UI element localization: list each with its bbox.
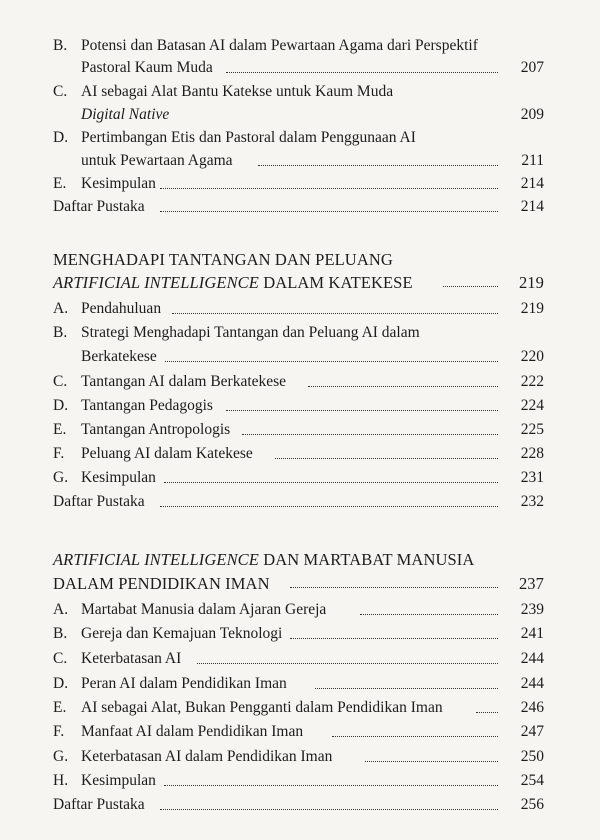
entry-title: Potensi dan Batasan AI dalam Pewartaan Agama dari Perspektif: [81, 37, 478, 54]
toc-entry-1b-cont[interactable]: [0, 57, 600, 83]
entry-title: Tantangan Antropologis: [81, 421, 231, 438]
chapter-title: MENGHADAPI TANTANGAN DAN PELUANG: [53, 250, 393, 269]
entry-letter: H.: [53, 772, 69, 789]
chapter-page: 237: [518, 574, 544, 593]
entry-title: Peluang AI dalam Katekese: [81, 445, 253, 462]
entry-letter: B.: [53, 37, 68, 54]
entry-title-cont: Pastoral Kaum Muda: [81, 59, 213, 76]
chapter-page: 219: [518, 273, 544, 292]
toc-entry-3b[interactable]: [0, 623, 600, 649]
toc-entry-3g[interactable]: [0, 746, 600, 772]
entry-title: Daftar Pustaka: [53, 198, 145, 215]
entry-title: Daftar Pustaka: [53, 493, 145, 510]
entry-page: 214: [520, 198, 544, 215]
entry-title: Strategi Menghadapi Tantangan dan Peluang AI dalam: [81, 324, 420, 341]
entry-title: Kesimpulan: [81, 175, 156, 192]
entry-page: 254: [520, 772, 544, 789]
chapter-title-cont: [53, 273, 413, 293]
chapter-title-italic: ARTIFICIAL INTELLIGENCE: [53, 550, 259, 569]
leader-dots: [275, 458, 498, 459]
entry-page: 207: [520, 59, 544, 76]
leader-dots: [308, 386, 498, 387]
leader-dots: [160, 809, 498, 810]
entry-title: AI sebagai Alat, Bukan Pengganti dalam Pendidikan Iman: [81, 699, 443, 716]
entry-page: 247: [520, 723, 544, 740]
entry-letter: D.: [53, 129, 69, 146]
entry-letter: D.: [53, 675, 69, 692]
entry-title-cont: Digital Native: [81, 106, 170, 123]
leader-dots: [172, 313, 498, 314]
chapter-title: [53, 550, 474, 570]
entry-title: Pertimbangan Etis dan Pastoral dalam Penggunaan AI: [81, 129, 416, 146]
entry-letter: A.: [53, 300, 69, 317]
leader-dots: [242, 434, 498, 435]
entry-letter: B.: [53, 324, 68, 341]
toc-entry-3a[interactable]: [0, 599, 600, 625]
leader-dots: [164, 482, 498, 483]
entry-letter: C.: [53, 650, 68, 667]
toc-entry-2b[interactable]: [0, 322, 600, 348]
toc-daftar-pustaka-2[interactable]: [0, 491, 600, 517]
leader-dots: [197, 663, 498, 664]
chapter-title-rest: DALAM KATEKESE: [258, 273, 413, 292]
toc-entry-3h[interactable]: [0, 770, 600, 796]
entry-letter: E.: [53, 699, 67, 716]
entry-letter: F.: [53, 445, 65, 462]
toc-entry-2c[interactable]: [0, 371, 600, 397]
entry-title-cont: untuk Pewartaan Agama: [81, 152, 233, 169]
toc-entry-3c[interactable]: [0, 648, 600, 674]
entry-page: 211: [521, 152, 544, 169]
leader-dots: [258, 165, 498, 166]
leader-dots: [476, 712, 498, 713]
leader-dots: [226, 72, 498, 73]
entry-letter: A.: [53, 601, 69, 618]
leader-dots: [365, 761, 498, 762]
entry-page: 250: [520, 748, 544, 765]
toc-daftar-pustaka-1[interactable]: [0, 196, 600, 222]
entry-page: 219: [520, 300, 544, 317]
entry-title-cont: Berkatekese: [81, 348, 157, 365]
entry-title: Peran AI dalam Pendidikan Iman: [81, 675, 287, 692]
leader-dots: [165, 361, 498, 362]
entry-page: 232: [520, 493, 544, 510]
chapter-heading-line1: [0, 548, 600, 574]
entry-page: 209: [520, 106, 544, 123]
entry-page: 225: [520, 421, 544, 438]
entry-page: 241: [520, 625, 544, 642]
entry-letter: F.: [53, 723, 65, 740]
toc-entry-2g[interactable]: [0, 467, 600, 493]
leader-dots: [290, 638, 498, 639]
entry-title: Kesimpulan: [81, 772, 156, 789]
entry-title: Tantangan AI dalam Berkatekese: [81, 373, 287, 390]
leader-dots: [315, 688, 498, 689]
entry-page: 244: [520, 650, 544, 667]
entry-title: AI sebagai Alat Bantu Katekse untuk Kaum Muda: [81, 83, 394, 100]
toc-entry-2d[interactable]: [0, 395, 600, 421]
chapter-heading-line2[interactable]: [0, 572, 600, 598]
entry-title: Martabat Manusia dalam Ajaran Gereja: [81, 601, 327, 618]
entry-page: 256: [520, 796, 544, 813]
entry-title: Tantangan Pedagogis: [81, 397, 213, 414]
entry-title: Kesimpulan: [81, 469, 156, 486]
entry-title: Pendahuluan: [81, 300, 162, 317]
entry-title: Keterbatasan AI: [81, 650, 182, 667]
toc-entry-2f[interactable]: [0, 443, 600, 469]
leader-dots: [290, 587, 498, 588]
leader-dots: [226, 410, 498, 411]
entry-page: 228: [520, 445, 544, 462]
entry-page: 222: [520, 373, 544, 390]
entry-title: Daftar Pustaka: [53, 796, 145, 813]
entry-letter: B.: [53, 625, 68, 642]
toc-entry-3d[interactable]: [0, 673, 600, 699]
leader-dots: [160, 211, 498, 212]
entry-title: Manfaat AI dalam Pendidikan Iman: [81, 723, 304, 740]
entry-letter: E.: [53, 175, 67, 192]
entry-page: 220: [520, 348, 544, 365]
entry-letter: G.: [53, 469, 69, 486]
entry-letter: C.: [53, 83, 68, 100]
toc-entry-3e[interactable]: [0, 697, 600, 723]
toc-entry-2b-cont[interactable]: [0, 346, 600, 372]
entry-title: Gereja dan Kemajuan Teknologi: [81, 625, 283, 642]
leader-dots: [160, 506, 498, 507]
chapter-title-cont: DALAM PENDIDIKAN IMAN: [53, 574, 270, 593]
leader-dots: [164, 785, 498, 786]
entry-letter: E.: [53, 421, 67, 438]
toc-entry-2e[interactable]: [0, 419, 600, 445]
toc-entry-2a[interactable]: [0, 298, 600, 324]
entry-page: 244: [520, 675, 544, 692]
entry-page: 224: [520, 397, 544, 414]
entry-page: 231: [520, 469, 544, 486]
leader-dots: [443, 286, 498, 287]
entry-page: 246: [520, 699, 544, 716]
leader-dots: [360, 614, 498, 615]
entry-page: 239: [520, 601, 544, 618]
toc-entry-3f[interactable]: [0, 721, 600, 747]
entry-page: 214: [520, 175, 544, 192]
entry-letter: D.: [53, 397, 69, 414]
chapter-heading-line2[interactable]: [0, 271, 600, 297]
leader-dots: [332, 736, 498, 737]
entry-title: Keterbatasan AI dalam Pendidikan Iman: [81, 748, 333, 765]
chapter-title-italic: ARTIFICIAL INTELLIGENCE: [53, 273, 259, 292]
toc-daftar-pustaka-3[interactable]: [0, 794, 600, 820]
entry-letter: G.: [53, 748, 69, 765]
leader-dots: [160, 188, 498, 189]
chapter-title-rest: DAN MARTABAT MANUSIA: [258, 550, 475, 569]
entry-letter: C.: [53, 373, 68, 390]
